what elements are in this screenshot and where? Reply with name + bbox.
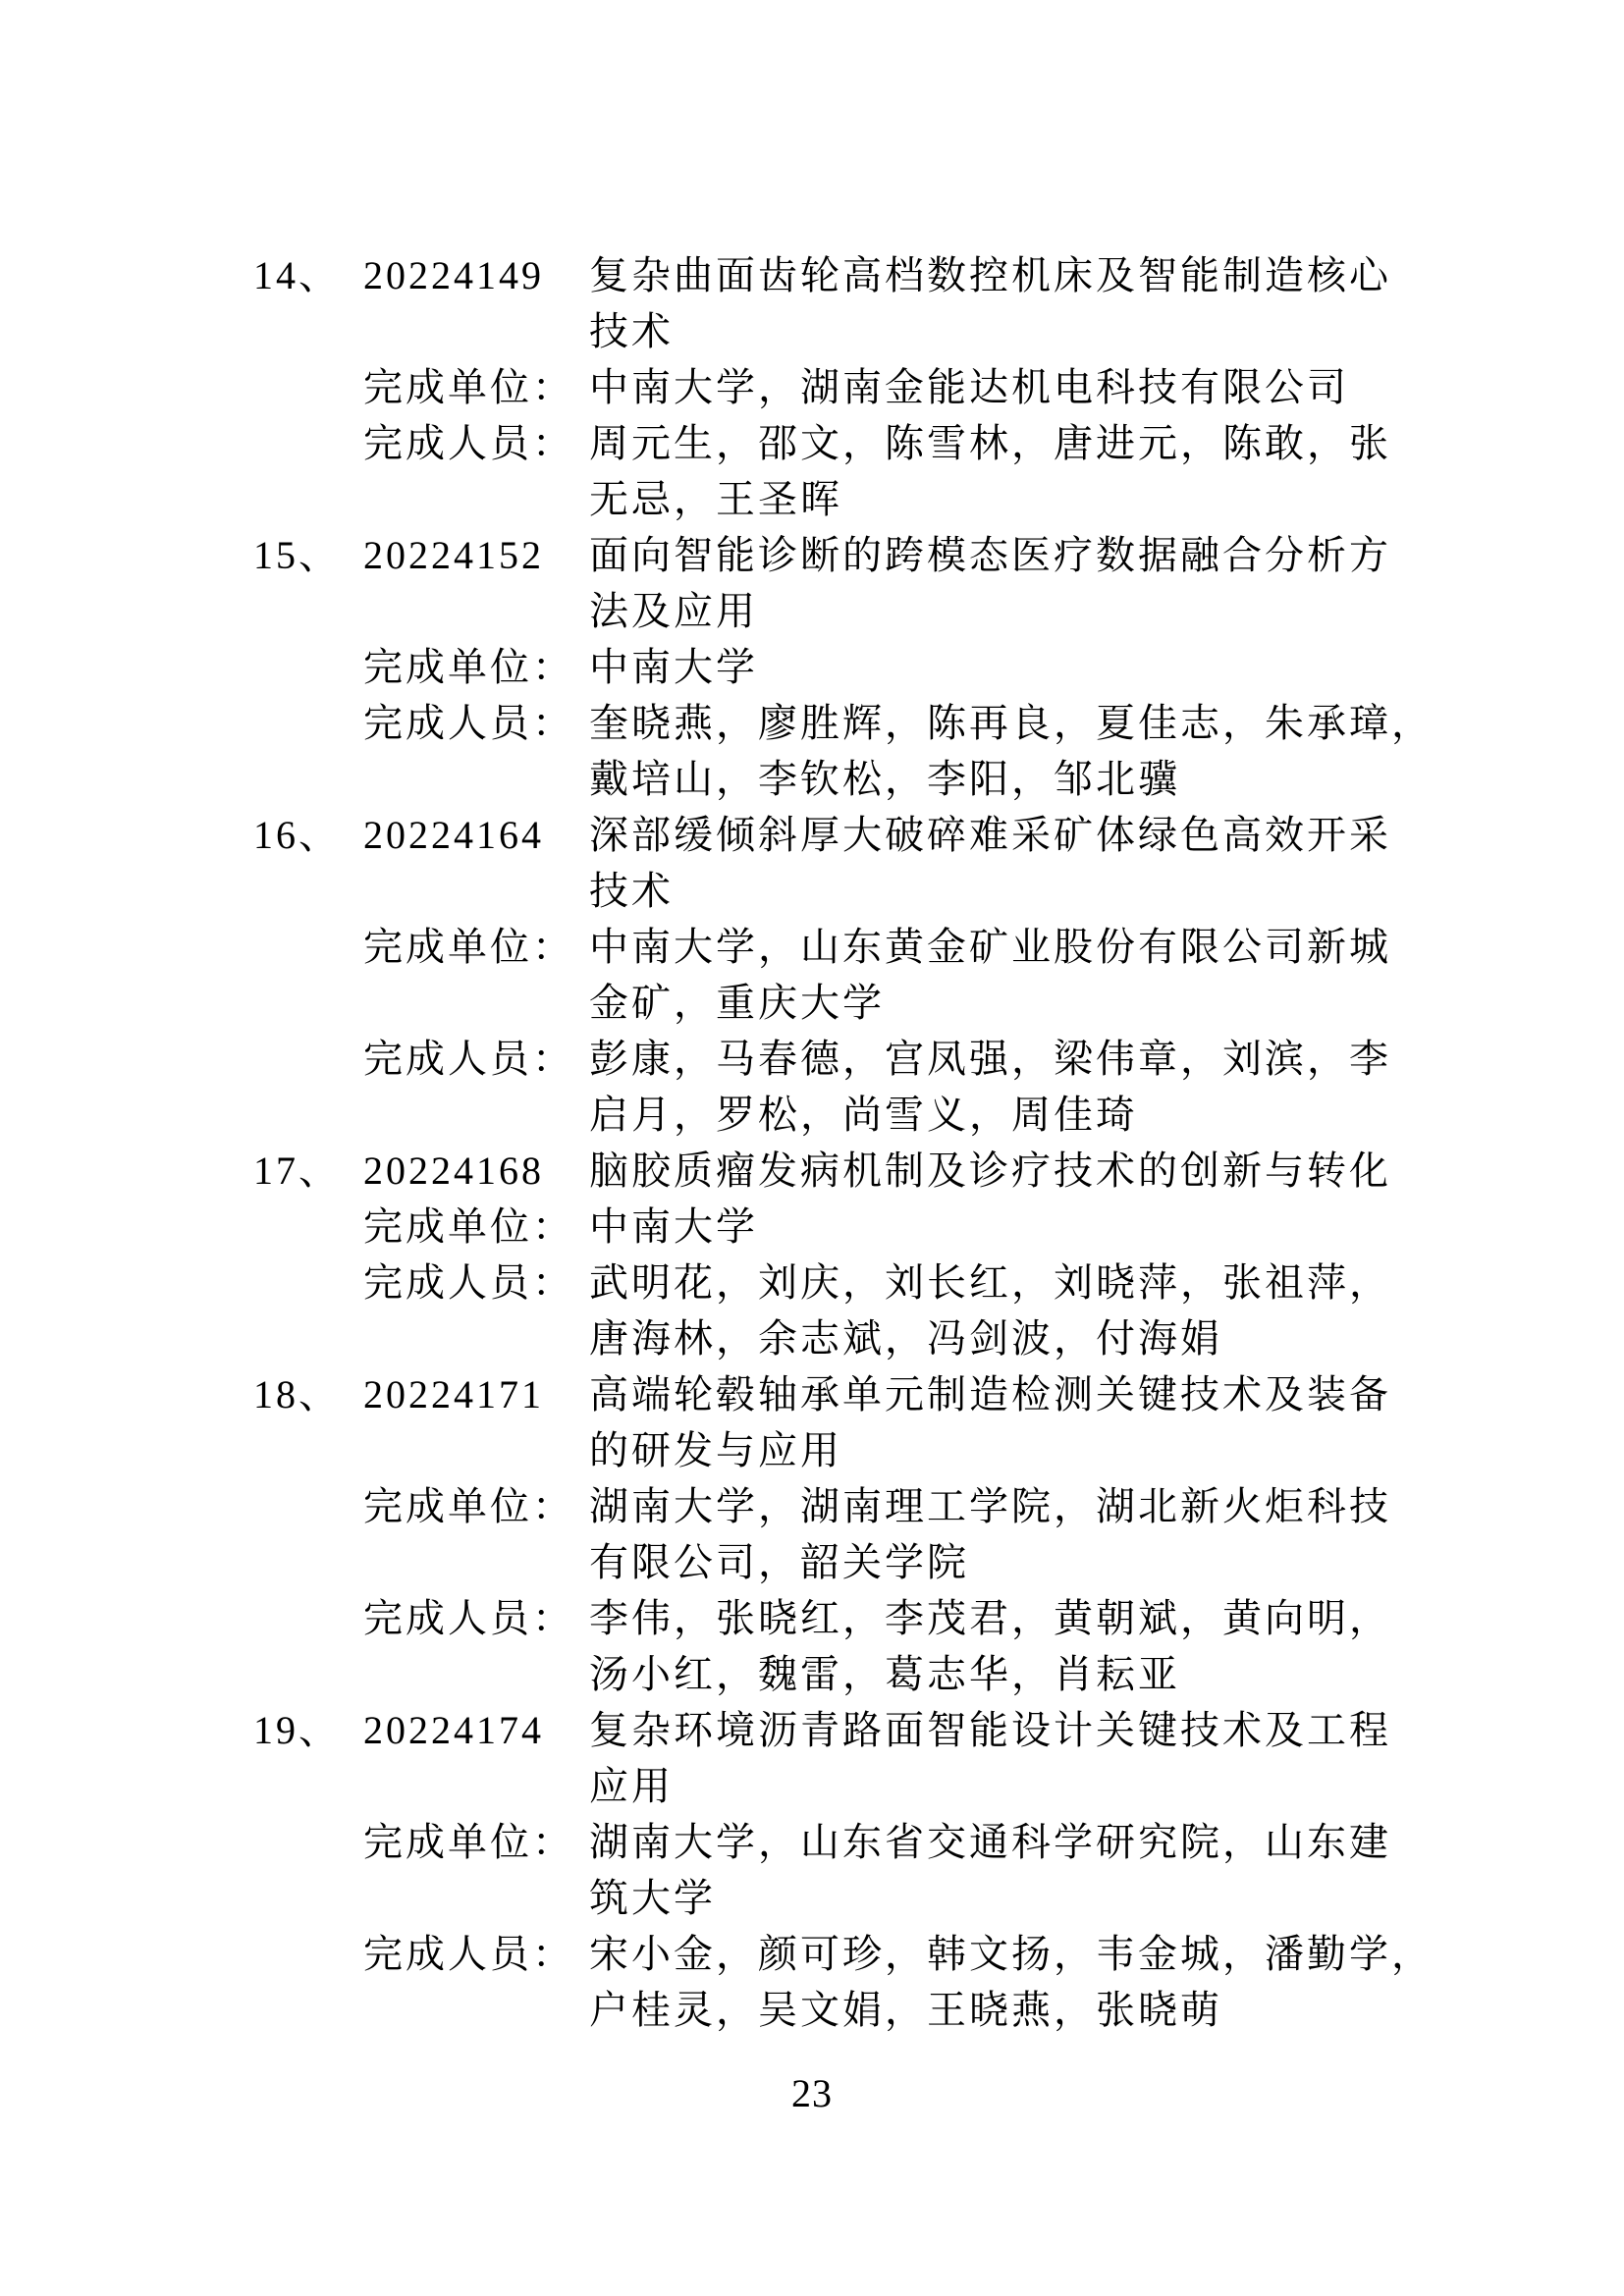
page-number: 23 [791,2071,833,2115]
unit-row [253,1478,1432,1590]
project-code: 20224174 [363,1708,544,1752]
text-line: 金矿，重庆大学 [589,981,885,1025]
text-line: 唐海林，余志斌，冯剑波，付海娟 [589,1316,1222,1361]
project-code: 20224164 [363,813,544,857]
item-number: 19、 [253,1708,341,1752]
item-number: 14、 [253,253,341,297]
unit-label: 完成单位： [363,645,574,689]
personnel-label: 完成人员： [363,421,574,465]
text-line: 启月，罗松，尚雪义，周佳琦 [589,1093,1138,1137]
project-code: 20224168 [363,1148,544,1193]
project-title [589,1702,1422,1814]
personnel-label: 完成人员： [363,1037,574,1081]
personnel-label: 完成人员： [363,1260,574,1305]
personnel-label: 完成人员： [363,1596,574,1640]
text-line: 武明花，刘庆，刘长红，刘晓萍，张祖萍， [589,1260,1391,1305]
text-line: 中南大学 [589,645,758,689]
text-line: 戴培山，李钦松，李阳，邹北骥 [589,757,1180,801]
personnel-label: 完成人员： [363,1932,574,1976]
unit-label: 完成单位： [363,365,574,409]
personnel-value [589,415,1422,527]
personnel-row [253,695,1432,807]
text-line: 深部缓倾斜厚大破碎难采矿体绿色高效开采 [589,813,1391,857]
unit-label: 完成单位： [363,925,574,969]
text-line: 周元生，邵文，陈雪林，唐进元，陈敢，张 [589,421,1391,465]
text-line: 户桂灵，吴文娟，王晓燕，张晓萌 [589,1988,1222,2032]
unit-label: 完成单位： [363,1820,574,1864]
award-item [253,527,1432,807]
personnel-value [589,1590,1422,1702]
text-line: 复杂曲面齿轮高档数控机床及智能制造核心 [589,253,1391,297]
personnel-row [253,1590,1432,1702]
personnel-value [589,1031,1422,1143]
text-line: 技术 [589,309,674,353]
unit-value [589,919,1422,1031]
text-line: 法及应用 [589,589,758,633]
unit-value [589,1199,1422,1255]
personnel-row [253,415,1432,527]
personnel-label: 完成人员： [363,701,574,745]
text-line: 彭康，马春德，宫凤强，梁伟章，刘滨，李 [589,1037,1391,1081]
text-line: 李伟，张晓红，李茂君，黄朝斌，黄向明， [589,1596,1391,1640]
text-line: 湖南大学，湖南理工学院，湖北新火炬科技 [589,1484,1391,1528]
title-row [253,1366,1432,1478]
project-code: 20224171 [363,1372,544,1416]
personnel-value [589,1926,1434,2038]
unit-label: 完成单位： [363,1204,574,1249]
award-item [253,1702,1432,2038]
item-number: 16、 [253,813,341,857]
title-row [253,247,1432,359]
personnel-value [589,695,1434,807]
award-item [253,247,1432,527]
text-line: 湖南大学，山东省交通科学研究院，山东建 [589,1820,1391,1864]
text-line: 汤小红，魏雷，葛志华，肖耘亚 [589,1652,1180,1696]
text-line: 应用 [589,1764,674,1808]
project-code: 20224149 [363,253,544,297]
text-line: 筑大学 [589,1876,716,1920]
award-item [253,1366,1432,1702]
text-line: 无忌，王圣晖 [589,477,842,521]
project-title [589,1143,1422,1199]
text-line: 宋小金，颜可珍，韩文扬，韦金城，潘勤学， [589,1932,1434,1976]
unit-value [589,1478,1422,1590]
award-list [253,247,1432,2038]
unit-row [253,919,1432,1031]
award-item [253,1143,1432,1366]
unit-row [253,639,1432,695]
personnel-row [253,1926,1432,2038]
text-line: 中南大学，山东黄金矿业股份有限公司新城 [589,925,1391,969]
unit-row [253,1814,1432,1926]
personnel-row [253,1255,1432,1366]
project-title [589,247,1422,359]
text-line: 奎晓燕，廖胜辉，陈再良，夏佳志，朱承璋， [589,701,1434,745]
text-line: 高端轮毂轴承单元制造检测关键技术及装备 [589,1372,1391,1416]
item-number: 15、 [253,533,341,577]
text-line: 的研发与应用 [589,1428,842,1472]
item-number: 17、 [253,1148,341,1193]
text-line: 中南大学，湖南金能达机电科技有限公司 [589,365,1349,409]
text-line: 面向智能诊断的跨模态医疗数据融合分析方 [589,533,1391,577]
unit-value [589,1814,1422,1926]
text-line: 复杂环境沥青路面智能设计关键技术及工程 [589,1708,1391,1752]
title-row [253,1143,1432,1199]
project-title [589,807,1422,919]
award-item [253,807,1432,1143]
title-row [253,527,1432,639]
title-row [253,807,1432,919]
text-line: 中南大学 [589,1204,758,1249]
project-title [589,1366,1422,1478]
unit-label: 完成单位： [363,1484,574,1528]
item-number: 18、 [253,1372,341,1416]
unit-value [589,639,1422,695]
project-code: 20224152 [363,533,544,577]
personnel-value [589,1255,1422,1366]
personnel-row [253,1031,1432,1143]
unit-row [253,1199,1432,1255]
text-line: 技术 [589,869,674,913]
unit-row [253,359,1432,415]
title-row [253,1702,1432,1814]
text-line: 有限公司，韶关学院 [589,1540,969,1584]
text-line: 脑胶质瘤发病机制及诊疗技术的创新与转化 [589,1148,1391,1193]
project-title [589,527,1422,639]
unit-value [589,359,1422,415]
